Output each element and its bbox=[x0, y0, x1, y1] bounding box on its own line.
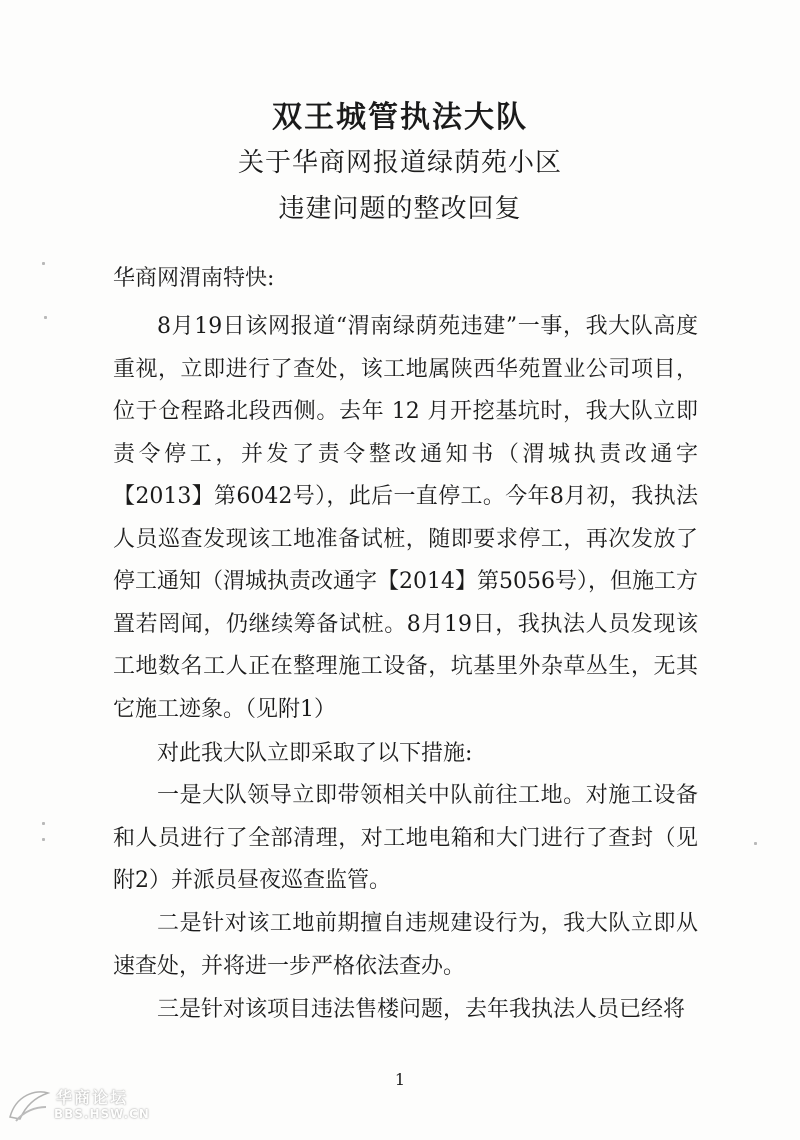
scan-speck bbox=[754, 842, 757, 845]
watermark-site-url: BBS.HSW.CN bbox=[54, 1107, 150, 1121]
paragraph-measure-one: 一是大队领导立即带领相关中队前往工地。对施工设备和人员进行了全部清理，对工地电箱和大门进行了查封（见附2）并派员昼夜巡查监管。 bbox=[113, 783, 698, 893]
paragraph-measure-three: 三是针对该项目违法售楼问题，去年我执法人员已经将 bbox=[157, 997, 686, 1022]
page-number: 1 bbox=[394, 1070, 406, 1089]
salutation: 华商网渭南特快: bbox=[113, 266, 275, 291]
site-watermark bbox=[6, 1085, 156, 1135]
document-subtitle-line1: 关于华商网报道绿荫苑小区 bbox=[237, 148, 562, 178]
hsw-logo-icon bbox=[6, 1087, 52, 1131]
paragraph-measure-two: 二是针对该工地前期擅自违规建设行为，我大队立即从速查处，并将进一步严格依法查办。 bbox=[113, 911, 698, 979]
document-subtitle-line2: 违建问题的整改回复 bbox=[278, 194, 522, 224]
scan-speck bbox=[42, 822, 45, 825]
paragraph-incident: 8月19日该网报道“渭南绿荫苑违建”一事，我大队高度重视，立即进行了查处，该工地属陕西华苑置业公司项目，位于仓程路北段西侧。去年 12 月开挖基坑时，我大队立即责令停工，并发了责令整改通知书（渭城执责改通字【2013】第6042号），此后一直停工。今年8月初，我执法人员巡查发现该工地准备试桩，随即要求停工，再次发放了停工通知（渭城执责改通字【2014】第5056号），但施工方置若罔闻，仍继续筹备试桩。8月19日，我执法人员发现该工地数名工人正在整理施工设备，坑基里外杂草丛生，无其它施工迹象。（见附1） bbox=[113, 314, 698, 722]
scan-speck bbox=[44, 316, 47, 319]
document-title: 双王城管执法大队 bbox=[272, 100, 528, 135]
scan-speck bbox=[42, 262, 45, 265]
paragraph-measures-intro: 对此我大队立即采取了以下措施: bbox=[157, 741, 473, 766]
scan-speck bbox=[42, 838, 45, 841]
watermark-site-name: 华商论坛 bbox=[56, 1088, 129, 1107]
